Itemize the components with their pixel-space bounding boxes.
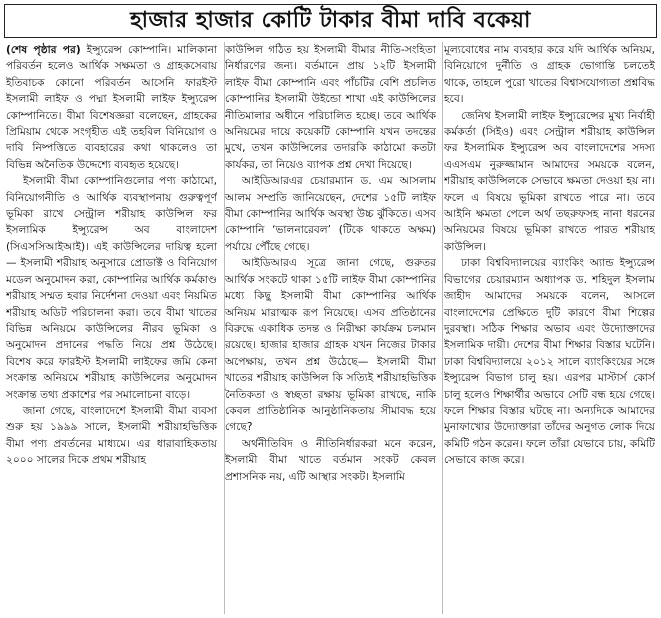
paragraph: ঢাকা বিশ্ববিদ্যালয়ের ব্যাংকিং অ্যান্ড ইন্স্যুরেন্স বিভাগের চেয়ারম্যান অধ্যাপক ড. শহিদুল ইসলাম জাহীদ আমাদের সময়কে বলেন, আসলে বাংলাদেশের প্রেক্ষিতে দুটি কারণে বীমা শিল্পের দুরবস্থা। সঠিক শিক্ষার অভাব এবং উদ্যোক্তাদের ইসলামিক দায়ী। দেশের বীমা শিক্ষার বিস্তার ঘটেনি। ঢাকা বিশ্ববিদ্যালয়ে ২০১২ সালে ব্যাংকিংয়ের সঙ্গে ইন্স্যুরেন্স বিভাগ চালু হয়। এরপর মাস্টার্স কোর্স চালু হলেও শিক্ষার্থীর অভাবে সেটি বন্ধ হয়ে গেছে। ফলে শিক্ষার বিস্তার ঘটছে না। অন্যদিকে আমাদের মুনাফাখোর উদ্যোক্তারা তাঁদের অনুগত লোক দিয়ে কমিটি গঠন করেন। ফলে তাঁরা যেভাবে চায়, কমিটি সেভাবে কাজ করে। xyxy=(444,257,655,467)
column-2 xyxy=(225,42,436,614)
column-3 xyxy=(444,42,655,614)
paragraph-text: ইন্স্যুরেন্স কোম্পানি। মালিকানা পরিবর্তন হলেও আর্থিক সক্ষমতা ও গ্রাহকসেবায় ইতিবাচক কোনো পরিবর্তন আসেনি ফারইস্ট ইসলামী লাইফ ও পদ্মা ইসলামী লাইফ ইন্স্যুরেন্স কোম্পানিতে। বীমা বিশেষজ্ঞরা বলেছেন, গ্রাহকের প্রিমিয়াম থেকে সংগৃহীত এই তহবিল বিনিয়োগ ও দাবি নিষ্পত্তিতে ব্যবহারের কথা থাকলেও তা বিভিন্ন অনৈতিক উদ্দেশ্যে ব্যবহৃত হয়েছে। xyxy=(6,44,217,171)
headline: হাজার হাজার কোটি টাকার বীমা দাবি বকেয়া xyxy=(4,4,657,38)
paragraph xyxy=(6,42,217,173)
column-1 xyxy=(6,42,217,614)
paragraph: কাউন্সিল গঠিত হয় ইসলামী বীমার নীতি-সংহিতা নির্ধারণের জন্য। বর্তমানে প্রায় ১২টি ইসলামী লাইফ বীমা কোম্পানি এবং পাঁচটির বেশি প্রচলিত কোম্পানির ইসলামী উইন্ডো শাখা এই কাউন্সিলের নীতিমালার অধীনে পরিচালিত হচ্ছে। তবে আর্থিক অনিয়মের দায়ে কয়েকটি কোম্পানি যখন তদন্তের মুখে, তখন কাউন্সিলের তদারকি কাঠামো কতটা কার্যকর, তা নিয়েও ব্যাপক প্রশ্ন দেখা দিয়েছে। xyxy=(225,44,436,171)
paragraph: অর্থনীতিবিদ ও নীতিনির্ধারকরা মনে করেন, ইসলামী বীমা খাতে বর্তমান সংকট কেবল প্রশাসনিক নয়, এটি আস্থার সংকট। ইসলামি xyxy=(225,437,436,483)
paragraph: জানা গেছে, বাংলাদেশে ইসলামী বীমা ব্যবসা শুরু হয় ১৯৯৯ সালে, ইসলামী শরীয়াহভিত্তিক বীমা পণ্য প্রবর্তনের মাধ্যমে। এর ধারাবাহিকতায় ২০০০ সালের দিকে প্রথম শরীয়াহ xyxy=(6,404,217,467)
paragraph: জেনিথ ইসলামী লাইফ ইন্স্যুরেন্সের মুখ্য নির্বাহী কর্মকর্তা (সিইও) এবং সেন্ট্রাল শরীয়াহ কাউন্সিল ফর ইসলামিক ইন্স্যুরেন্স অব বাংলাদেশের সদস্য এএসএম নুরুজ্জামান আমাদের সময়কে বলেন, শরীয়াহ কাউন্সিলকে সেভাবে ক্ষমতা দেওয়া হয় না। ফলে এ বিষয়ে ভূমিকা রাখতে পারে না। তবে আইনি ক্ষমতা পেলে অর্থ তছরুফসহ নানা ধরনের অনিয়মের বিষয়ে ভূমিকা রাখতে পারত শরীয়াহ কাউন্সিল। xyxy=(444,109,655,253)
paragraph: আইডিআরএ সূত্রে জানা গেছে, গুরুতর আর্থিক সংকটে থাকা ১৫টি লাইফ বীমা কোম্পানির মধ্যে কিছু ইসলামী বীমা কোম্পানির আর্থিক অনিয়ম মারাত্মক রূপ নিয়েছে। এসব প্রতিষ্ঠানের বিরুদ্ধে একাধিক তদন্ত ও নিরীক্ষা কার্যক্রম চলমান রয়েছে। হাজার হাজার গ্রাহক যখন নিজের টাকার অপেক্ষায়, তখন প্রশ্ন উঠেছে— ইসলামী বীমা খাতের শরীয়াহ কাউন্সিল কি সত্যিই শরীয়াহভিত্তিক নৈতিকতা ও স্বচ্ছতা রক্ষায় ভূমিকা রাখছে, নাকি কেবল প্রাতিষ্ঠানিক আনুষ্ঠানিকতায় সীমাবদ্ধ হয়ে গেছে? xyxy=(225,257,436,434)
paragraph: আইডিআরএর চেয়ারম্যান ড. এম আসলাম আলম সম্প্রতি জানিয়েছেন, দেশের ১৫টি লাইফ বীমা কোম্পানির আর্থিক অবস্থা উচ্চ ঝুঁকিতে। এসব কোম্পানি ‘ভালনারেবল’ (টিকে থাকতে অক্ষম) পর্যায়ে পৌঁছে গেছে। xyxy=(225,175,436,253)
paragraph: মূল্যবোধের নাম ব্যবহার করে যদি আর্থিক অনিয়ম, বিনিয়োগে দুর্নীতি ও গ্রাহক ভোগান্তি চলতেই থাকে, তাহলে পুরো খাতের বিশ্বাসযোগ্যতা প্রশ্নবিদ্ধ হবে। xyxy=(444,44,655,106)
article-body xyxy=(6,42,655,614)
continuation-note: (শেষ পৃষ্ঠার পর) xyxy=(6,44,81,56)
paragraph: ইসলামী বীমা কোম্পানিগুলোর পণ্য কাঠামো, বিনিয়োগনীতি ও আর্থিক ব্যবস্থাপনায় গুরুত্বপূর্ণ ভূমিকা রাখে সেন্ট্রাল শরীয়াহ কাউন্সিল ফর ইসলামিক ইন্স্যুরেন্স অব বাংলাদেশ (সিএসসিআইআই)। এই কাউন্সিলের দায়িত্ব হলো— ইসলামী শরীয়াহ অনুসারে প্রোডাক্ট ও বিনিয়োগ মডেল অনুমোদন করা, কোম্পানির আর্থিক কর্মকাণ্ড শরীয়াহ সম্মত হবার নির্দেশনা দেওয়া এবং নিয়মিত শরীয়াহ অডিট পরিচালনা করা। তবে বীমা খাতের বিভিন্ন অনিয়মে কাউন্সিলের নীরব ভূমিকা ও অনুমোদন প্রদানের পদ্ধতি নিয়ে প্রশ্ন উঠেছে। বিশেষ করে ফারইস্ট ইসলামী লাইফের জমি কেনা সংক্রান্ত অনিয়মে শরীয়াহ কাউন্সিলের অনুমোদন সংক্রান্ত তথ্য প্রকাশের পর সমালোচনা বাড়ে। xyxy=(6,175,217,401)
